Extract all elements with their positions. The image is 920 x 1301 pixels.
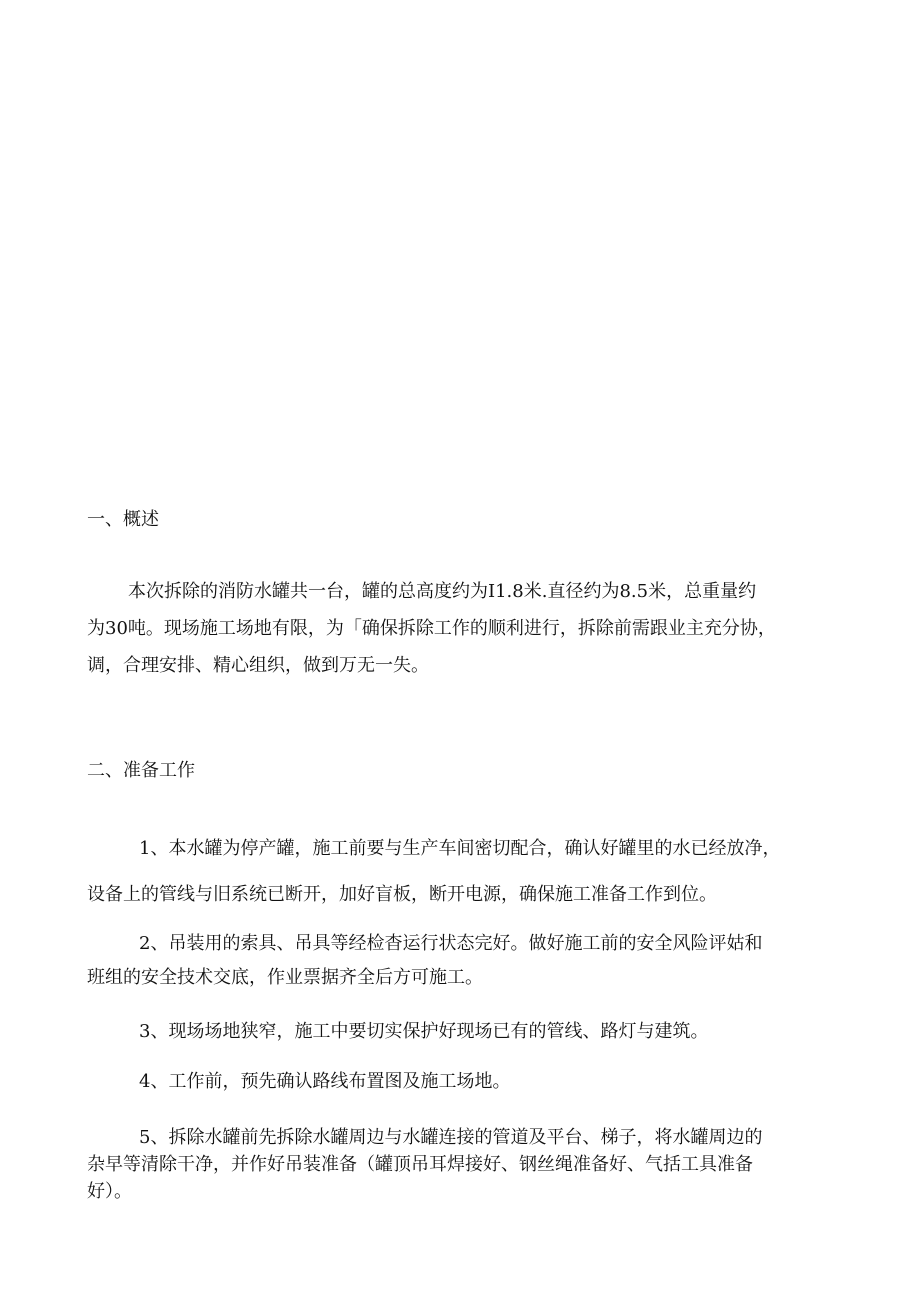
overview-paragraph <box>87 573 837 684</box>
section-heading-preparation: 二、准备工作 <box>87 760 195 781</box>
paragraph-line: 1、本水罐为停产罐，施工前要与生产车间密切配合，确认好罐里的水已经放净， <box>139 838 781 859</box>
paragraph-line: 调，合理安排、精心组织，做到万无一失。 <box>87 655 429 676</box>
section-heading-overview: 一、概述 <box>87 509 159 530</box>
preparation-item-4 <box>87 1070 837 1094</box>
paragraph-line: 本次拆除的消防水罐共一台，罐的总高度约为I1.8米.直径约为8.5米，总重量约 <box>128 581 757 602</box>
paragraph-line: 3、现场场地狭窄，施工中要切实保护好现场已有的管线、路灯与建筑。 <box>139 1021 709 1042</box>
paragraph-line: 班组的安全技术交底，作业票据齐全后方可施工。 <box>87 967 483 988</box>
paragraph-line: 杂早等清除干净，并作好吊装准备（罐顶吊耳焊接好、钢丝绳准备好、气括工具准备 <box>87 1154 753 1175</box>
paragraph-line: 为30吨。现场施工场地有限，为「确保拆除工作的顺利进行，拆除前需跟业主充分协， <box>87 618 776 639</box>
paragraph-line: 4、工作前，预先确认路线布置图及施工场地。 <box>139 1071 511 1092</box>
paragraph-line: 设备上的管线与旧系统已断开，加好盲板，断开电源，确保施工准备工作到位。 <box>87 884 717 905</box>
preparation-item-5 <box>87 1124 837 1205</box>
paragraph-line: 5、拆除水罐前先拆除水罐周边与水罐连接的管道及平台、梯子，将水罐周边的 <box>139 1127 763 1148</box>
preparation-item-2 <box>87 927 837 995</box>
paragraph-line: 好）。 <box>87 1181 132 1202</box>
paragraph-line: 2、吊装用的索具、吊具等经检杳运行状态完好。做好施工前的安全风险评姑和 <box>139 933 763 954</box>
preparation-item-1 <box>87 826 837 918</box>
preparation-item-3 <box>87 1020 837 1044</box>
